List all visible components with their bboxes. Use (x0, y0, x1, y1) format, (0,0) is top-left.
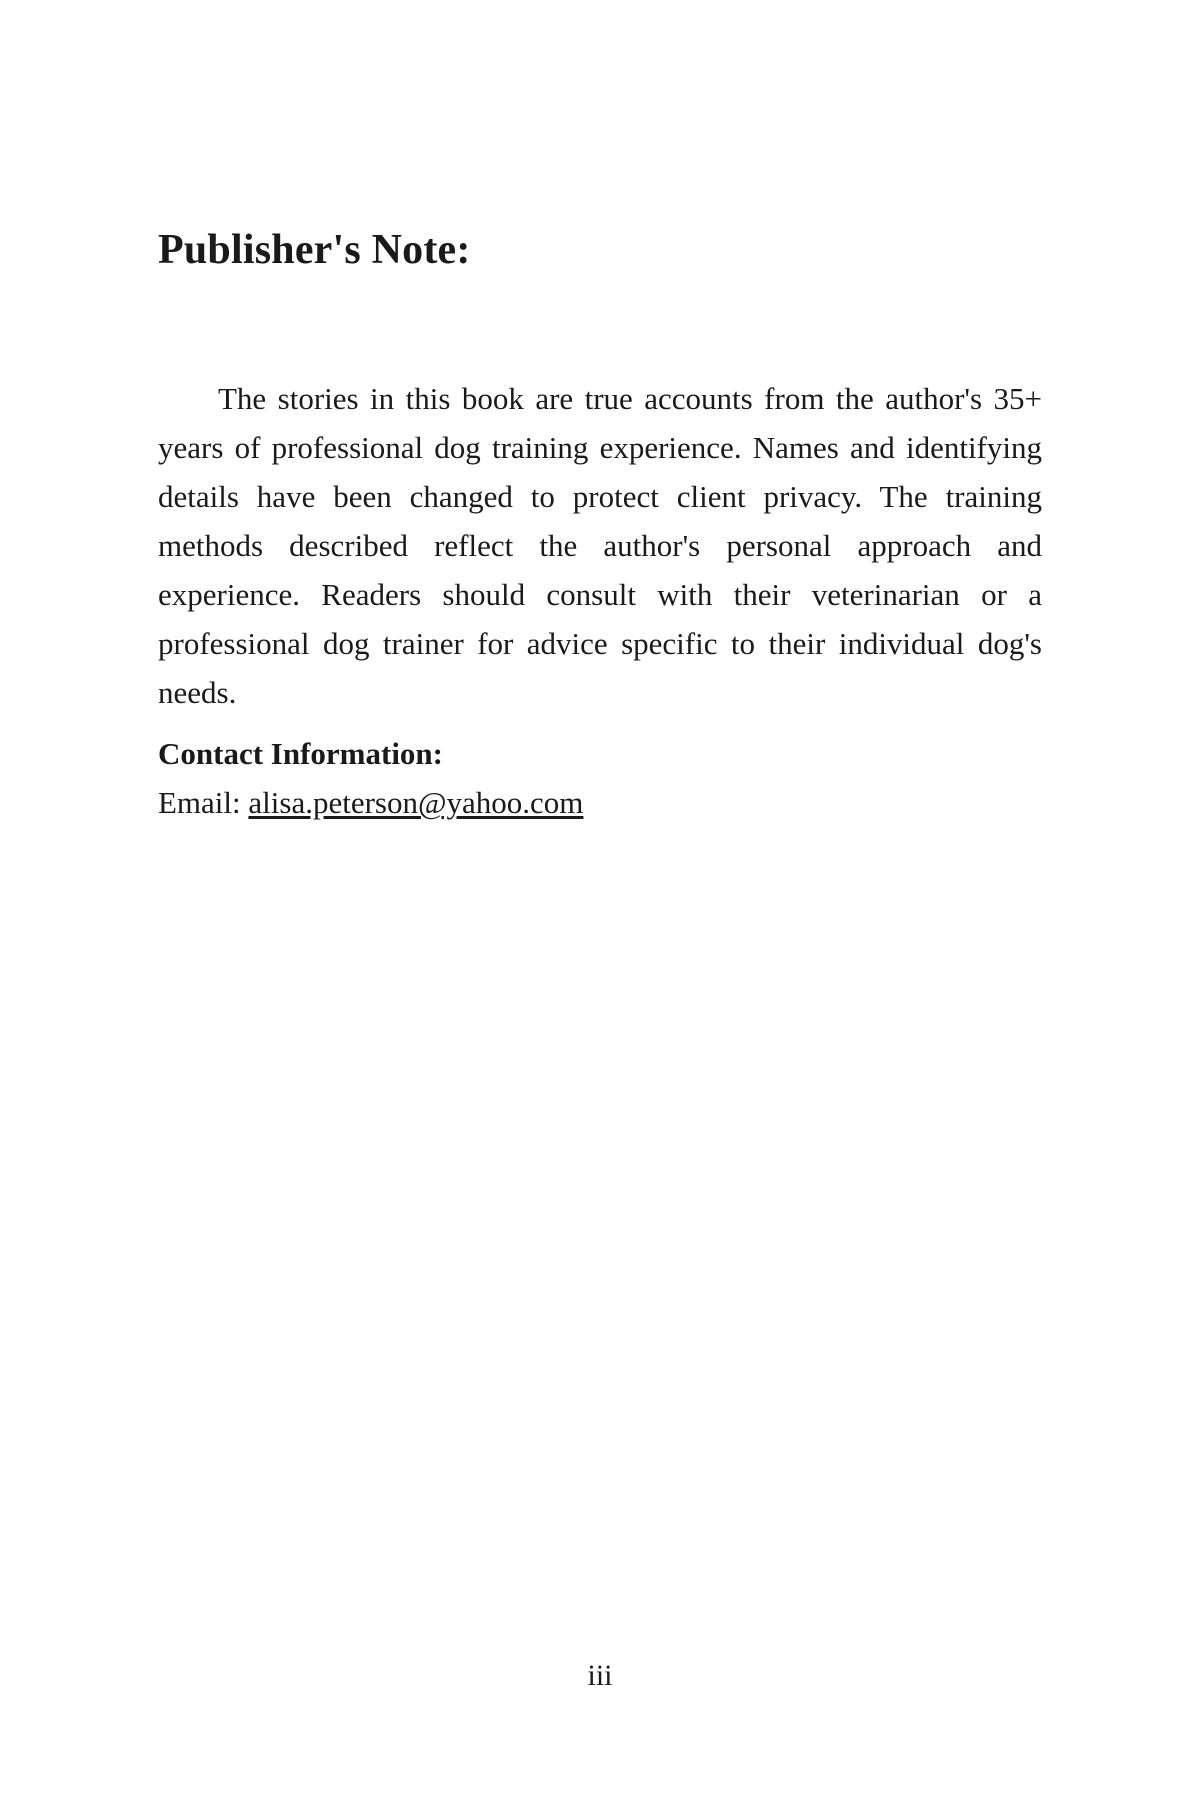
page-number: iii (587, 1659, 613, 1692)
page-content (158, 225, 1042, 827)
email-line (158, 778, 1042, 827)
contact-information-heading: Contact Information: (158, 736, 443, 772)
publisher-note-body: The stories in this book are true accounts from the author's 35+ years of professional dog training experience. Names and identifying details have been changed to protect client privacy. The training methods described reflect the author's personal approach and experience. Readers should consult with their veterinarian or a professional dog trainer for advice specific to their individual dog's needs. (158, 381, 1042, 711)
email-link[interactable]: alisa.peterson@yahoo.com (248, 785, 584, 821)
email-label: Email: (158, 785, 249, 821)
publisher-note-heading: Publisher's Note: (158, 227, 471, 273)
